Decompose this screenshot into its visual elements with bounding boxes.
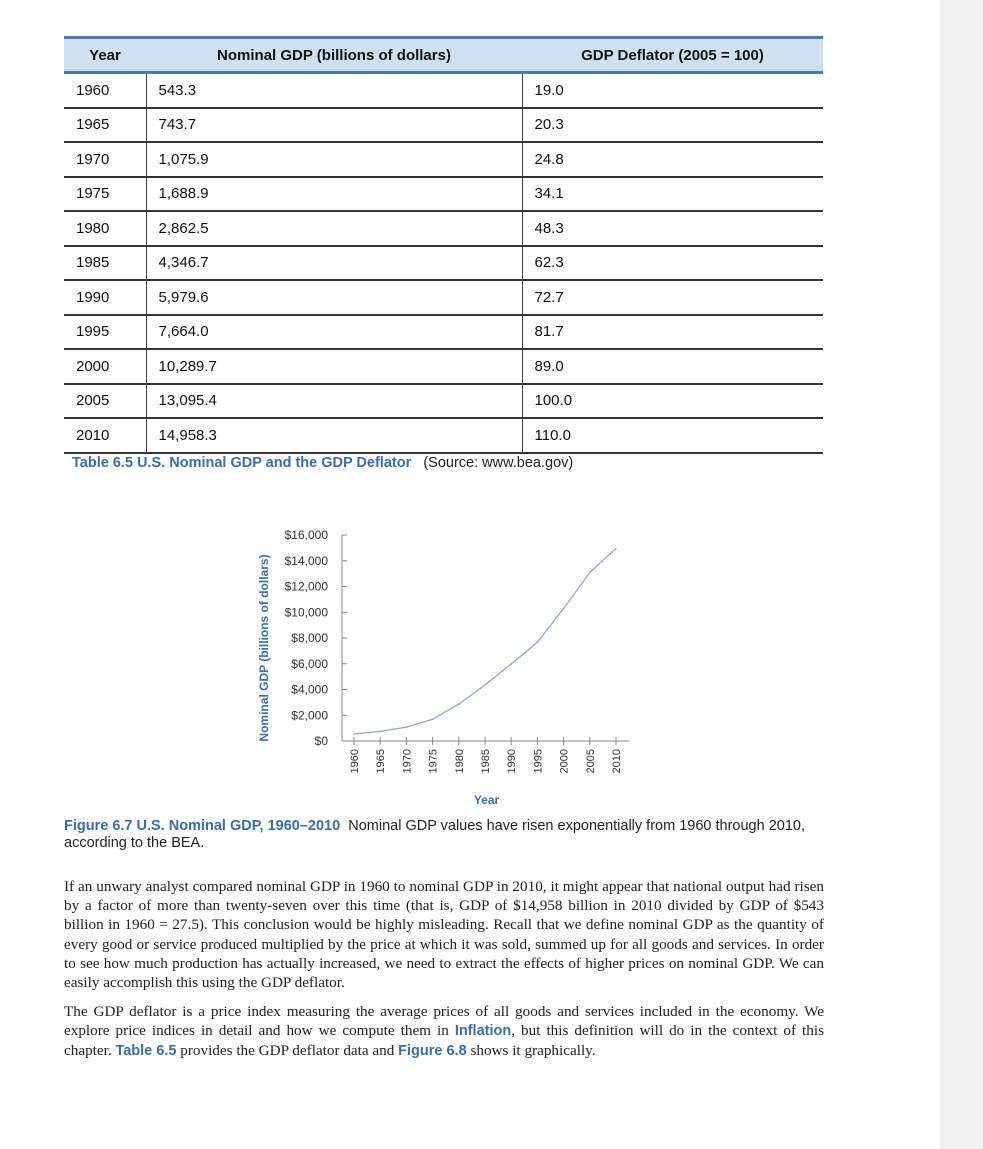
cell-nominal-gdp: 543.3 xyxy=(146,73,522,108)
nominal-gdp-chart xyxy=(240,520,660,820)
cell-nominal-gdp: 5,979.6 xyxy=(146,280,522,315)
cell-nominal-gdp: 1,688.9 xyxy=(146,177,522,212)
x-tick-label: 2000 xyxy=(558,749,571,774)
cell-year: 1985 xyxy=(64,246,146,281)
series-line-nominal-gdp xyxy=(354,548,616,734)
cell-gdp-deflator: 89.0 xyxy=(522,349,823,384)
cell-gdp-deflator: 110.0 xyxy=(522,418,823,453)
cell-gdp-deflator: 19.0 xyxy=(522,73,823,108)
cell-year: 1980 xyxy=(64,211,146,246)
cell-year: 1990 xyxy=(64,280,146,315)
x-tick-label: 1995 xyxy=(532,749,545,774)
cell-nominal-gdp: 4,346.7 xyxy=(146,246,522,281)
data-point xyxy=(484,684,486,686)
cell-year: 1975 xyxy=(64,177,146,212)
paragraph-1: If an unwary analyst compared nominal GDP in 1960 to nominal GDP in 2010, it might appear that national output had risen by a factor of more than twenty-seven over this time (that is, GDP of $14,958 billion in 2010 divided by GDP of $543 billion in 1960 = 27.5). This conclusion would be highly misleading. Recall that we define nominal GDP as the quantity of every good or service produced multiplied by the price at which it was sold, summed up for all goods and services. In order to see how much production has actually increased, we need to extract the effects of higher prices on nominal GDP. We can easily accomplish this using the GDP deflator. xyxy=(64,878,824,992)
y-tick-label: $2,000 xyxy=(291,708,328,723)
x-tick-label: 2005 xyxy=(584,749,597,774)
y-tick-label: $12,000 xyxy=(284,579,328,594)
y-axis-title: Nominal GDP (billions of dollars) xyxy=(257,554,271,742)
data-point xyxy=(353,733,355,735)
table-row xyxy=(64,108,823,143)
cell-gdp-deflator: 24.8 xyxy=(522,142,823,177)
table-row xyxy=(64,73,823,108)
data-point xyxy=(589,572,591,574)
y-tick-label: $10,000 xyxy=(284,605,328,620)
cell-gdp-deflator: 100.0 xyxy=(522,384,823,419)
paragraph-2-text-d: shows it graphically. xyxy=(466,1042,596,1060)
cell-nominal-gdp: 2,862.5 xyxy=(146,211,522,246)
data-point xyxy=(432,718,434,720)
table-row xyxy=(64,384,823,419)
y-tick-label: $6,000 xyxy=(291,656,328,671)
table-row xyxy=(64,349,823,384)
x-tick-label: 1960 xyxy=(349,749,361,774)
table-row xyxy=(64,315,823,350)
cell-gdp-deflator: 81.7 xyxy=(522,315,823,350)
header-year: Year xyxy=(64,38,146,73)
gdp-table xyxy=(64,36,823,454)
cell-nominal-gdp: 10,289.7 xyxy=(146,349,522,384)
y-tick-label: $16,000 xyxy=(284,528,328,542)
y-tick-label: $14,000 xyxy=(284,553,328,568)
header-gdp-deflator: GDP Deflator (2005 = 100) xyxy=(522,38,823,73)
figure-caption xyxy=(64,818,824,852)
table-row xyxy=(64,280,823,315)
table-row xyxy=(64,246,823,281)
cell-gdp-deflator: 34.1 xyxy=(522,177,823,212)
y-tick-label: $4,000 xyxy=(291,682,328,697)
x-tick-label: 1965 xyxy=(375,749,388,774)
figure-caption-label: Figure 6.7 U.S. Nominal GDP, 1960–2010 xyxy=(64,818,341,834)
cell-nominal-gdp: 743.7 xyxy=(146,108,522,143)
paragraph-2 xyxy=(64,1002,824,1062)
cell-nominal-gdp: 14,958.3 xyxy=(146,418,522,453)
figure-caption-text: Nominal GDP values have risen exponentially from 1960 through 2010, according to the BEA. xyxy=(64,818,805,851)
cell-gdp-deflator: 20.3 xyxy=(522,108,823,143)
x-tick-label: 1985 xyxy=(480,749,492,774)
data-point xyxy=(537,642,539,644)
paragraph-2-text-c: provides the GDP deflator data and xyxy=(176,1042,399,1060)
table-row xyxy=(64,142,823,177)
data-point xyxy=(563,608,565,610)
table-row xyxy=(64,418,823,453)
x-tick-label: 1980 xyxy=(453,749,466,774)
cell-nominal-gdp: 13,095.4 xyxy=(146,384,522,419)
cell-gdp-deflator: 48.3 xyxy=(522,211,823,246)
side-panel xyxy=(940,0,983,1149)
data-point xyxy=(379,731,381,733)
table-caption xyxy=(72,455,573,471)
paragraph-2-text-b: , but this definition will do in the context of this chapter. xyxy=(64,1022,824,1060)
table-caption-label: Table 6.5 U.S. Nominal GDP and the GDP Deflator xyxy=(72,455,412,471)
cell-year: 2000 xyxy=(64,349,146,384)
table-row xyxy=(64,177,823,212)
data-point xyxy=(406,726,408,728)
table-caption-source: (Source: www.bea.gov) xyxy=(423,455,574,471)
data-point xyxy=(458,703,460,705)
x-tick-label: 2010 xyxy=(611,749,623,774)
cell-nominal-gdp: 7,664.0 xyxy=(146,315,522,350)
x-tick-label: 1975 xyxy=(427,749,440,774)
cell-year: 1960 xyxy=(64,73,146,108)
cell-nominal-gdp: 1,075.9 xyxy=(146,142,522,177)
cell-year: 1965 xyxy=(64,108,146,143)
cell-year: 1970 xyxy=(64,142,146,177)
table-body xyxy=(64,73,823,453)
cell-year: 2010 xyxy=(64,418,146,453)
cell-gdp-deflator: 72.7 xyxy=(522,280,823,315)
link-table-6-5[interactable]: Table 6.5 xyxy=(115,1043,177,1060)
paragraph-2-text-a: The GDP deflator is a price index measuring the average prices of all goods and services included in the economy. We explore price indices in detail and how we compute them in xyxy=(64,1003,824,1040)
cell-gdp-deflator: 62.3 xyxy=(522,246,823,281)
table-row xyxy=(64,211,823,246)
y-tick-label: $0 xyxy=(314,734,328,748)
link-figure-6-8[interactable]: Figure 6.8 xyxy=(398,1043,467,1060)
data-point xyxy=(510,663,512,665)
y-tick-label: $8,000 xyxy=(291,631,328,645)
link-inflation[interactable]: Inflation xyxy=(454,1023,512,1040)
cell-year: 1995 xyxy=(64,315,146,350)
header-nominal-gdp: Nominal GDP (billions of dollars) xyxy=(146,38,522,73)
x-tick-label: 1970 xyxy=(401,749,414,774)
x-axis-title: Year xyxy=(473,793,500,807)
table-header-row xyxy=(64,38,823,73)
data-point xyxy=(615,548,617,550)
cell-year: 2005 xyxy=(64,384,146,419)
x-tick-label: 1990 xyxy=(506,749,519,774)
